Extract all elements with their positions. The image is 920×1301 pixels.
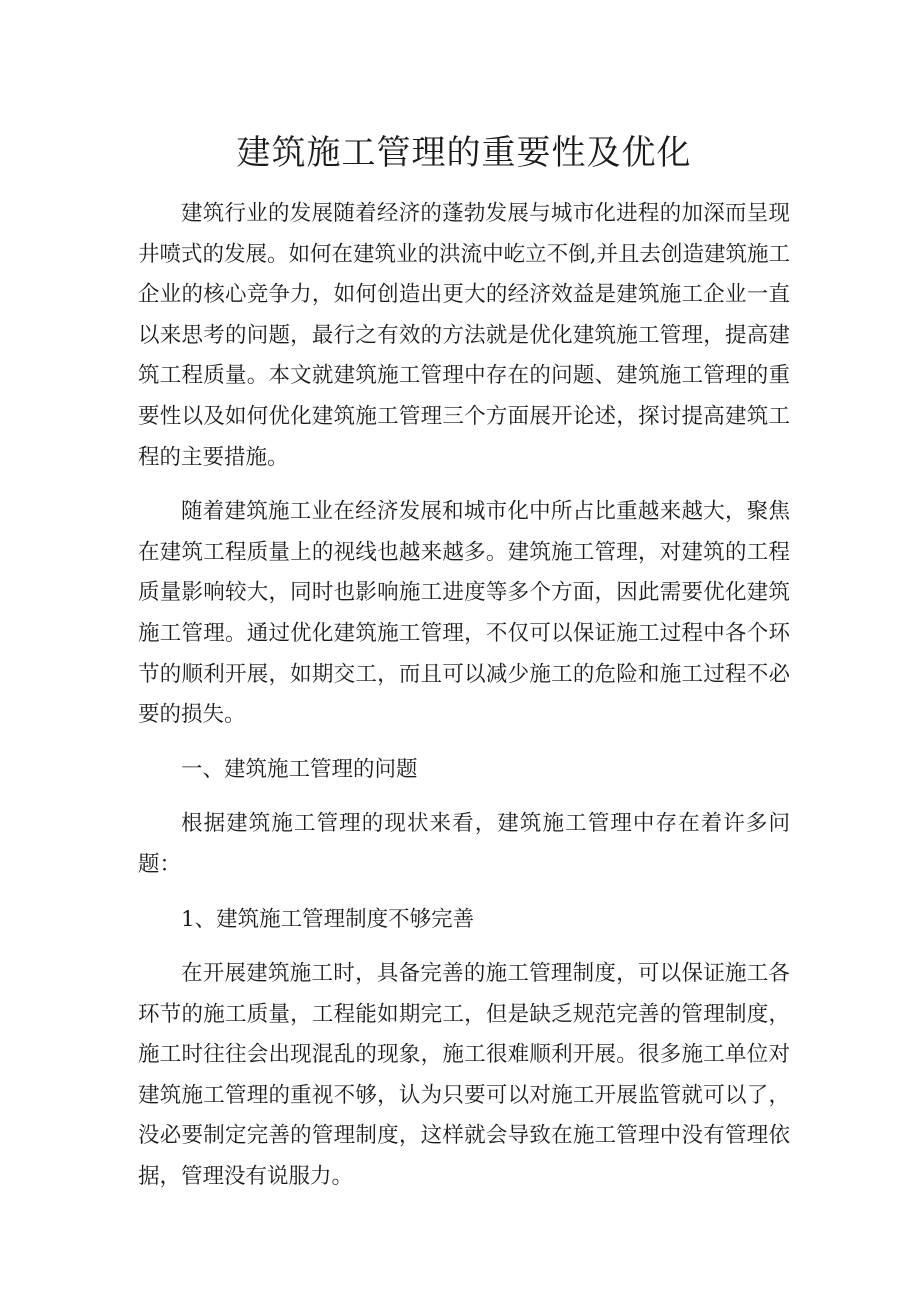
subsection-heading-system: 1、建筑施工管理制度不够完善 bbox=[181, 906, 475, 932]
paragraph-problems-lead: 根据建筑施工管理的现状来看，建筑施工管理中存在着许多问题： bbox=[138, 811, 790, 877]
paragraph-intro: 建筑行业的发展随着经济的蓬勃发展与城市化进程的加深而呈现井喷式的发展。如何在建筑业的洪流中屹立不倒,并且去创造建筑施工企业的核心竞争力，如何创造出更大的经济效益是建筑施工企业一直以来思考的问题，最行之有效的方法就是优化建筑施工管理，提高建筑工程质量。本文就建筑施工管理中存在的问题、建筑施工管理的重要性以及如何优化建筑施工管理三个方面展开论述，探讨提高建筑工程的主要措施。 bbox=[138, 201, 790, 470]
paragraph-system: 在开展建筑施工时，具备完善的施工管理制度，可以保证施工各环节的施工质量，工程能如期完工，但是缺乏规范完善的管理制度，施工时往往会出现混乱的现象，施工很难顺利开展。很多施工单位对建筑施工管理的重视不够，认为只要可以对施工开展监管就可以了，没必要制定完善的管理制度，这样就会导致在施工管理中没有管理依据，管理没有说服力。 bbox=[138, 961, 790, 1190]
document-title: 建筑施工管理的重要性及优化 bbox=[236, 133, 692, 173]
document-page bbox=[138, 128, 790, 1212]
section-heading-problems: 一、建筑施工管理的问题 bbox=[181, 756, 418, 782]
paragraph-background: 随着建筑施工业在经济发展和城市化中所占比重越来越大，聚焦在建筑工程质量上的视线也越来越多。建筑施工管理，对建筑的工程质量影响较大，同时也影响施工进度等多个方面，因此需要优化建筑施工管理。通过优化建筑施工管理，不仅可以保证施工过程中各个环节的顺利开展，如期交工，而且可以减少施工的危险和施工过程不必要的损失。 bbox=[138, 499, 790, 728]
